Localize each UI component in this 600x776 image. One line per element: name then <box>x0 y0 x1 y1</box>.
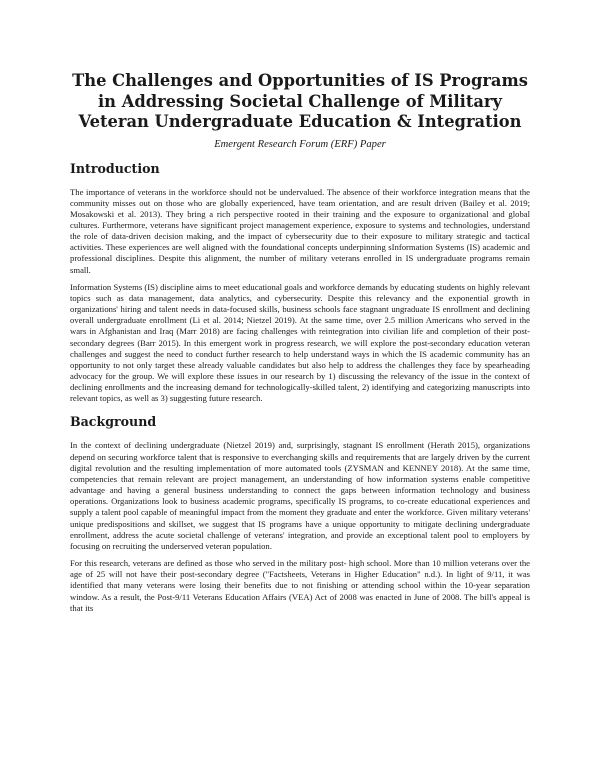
paper-subtitle: Emergent Research Forum (ERF) Paper <box>214 138 386 150</box>
introduction-heading: Introduction <box>70 160 160 176</box>
introduction-paragraph-2: Information Systems (IS) discipline aims to meet educational goals and workforce demands by educating students on highly relevant topics such as data management, data analytics, and cybersecurity. Despite this relevancy and the exponential growth in organizations' hiring and talent needs in data-focused skills, business schools face stagnant ungraduate IS enrollment and declining overall undergraduate enrollment (Li et al. 2014; Nietzel 2019). At the same time, over 2.5 million Americans who served in the wars in Afghanistan and Iraq (Marr 2018) are facing challenges with reintegration into civilian life and completion of their post-secondary degrees (Barr 2015). In this emergent work in progress research, we will explore the post-secondary education veteran challenges and suggest the need to conduct further research to help understand ways in which the IS academic community has an opportunity to not only target these already valuable candidates but also help to address the challenges they face by spearheading advocacy for the group. We will explore these issues in our research by 1) discussing the relevancy of the issue in the context of declining enrollments and the increasing demand for technologically-skilled talent, 2) identifying and categorizing manuscripts into relevant topics, as well as 3) suggesting future research. <box>70 281 530 404</box>
background-heading: Background <box>70 414 157 430</box>
background-paragraph-2: For this research, veterans are defined as those who served in the military post- high school. More than 10 million veterans over the age of 25 will not have their post-secondary degree ("Factsheets, Veterans in Higher Education" n.d.). In light of 9/11, it was identified that many veterans were losing their benefits due to not finishing or attending school within the 10-year separation window. As a result, the Post-9/11 Veterans Education Affairs (VEA) Act of 2008 was enacted in June of 2008. The bill's appeal is that its <box>70 558 530 613</box>
paper-content <box>70 71 530 614</box>
background-paragraph-1: In the context of declining undergraduate (Nietzel 2019) and, surprisingly, stagnant IS enrollment (Herath 2015), organizations depend on securing workforce talent that is responsive to everchanging skills and requirements that are largely driven by the current digital revolution and the resulting implementation of more automated tools (ZYSMAN and KENNEY 2018). At the same time, competencies that remain relevant are project management, an understanding of how information systems enable competitive advantage and having a general business understanding to connect the gaps between information technology and business operations. Organizations look to business academic programs, specifically IS programs, to co-create educational experiences and supply a talent pool capable of meaningful impact from the moment they graduate and enter the workforce. Given military veterans' unique predispositions and skillset, we suggest that IS programs have a unique opportunity to mitigate declining undergraduate enrollment, address the acute societal challenge of veterans' integration, and provide an exceptional talent pool to employers by focusing on recruiting the underserved veteran population. <box>70 440 530 551</box>
introduction-paragraph-1: The importance of veterans in the workforce should not be undervalued. The absence of their workforce integration means that the community misses out on those who are globally experienced, have team orientation, and are result driven (Bailey et al. 2019; Mosakowski et al. 2013). They bring a rich perspective rooted in their training and the exposure to organizational and global cultures. Furthermore, veterans have significant project management experience, exposure to systems and technologies, understand the role of data-driven decision making, and the impact of cybersecurity due to their exposure to military strategic and tactical activities. These experiences are well aligned with the foundational concepts underpinning sInformation Systems (IS) academic and professional disciplines. Despite this alignment, the number of military veterans enrolled in IS undergraduate programs remain small. <box>70 186 530 275</box>
paper-title: The Challenges and Opportunities of IS Programs in Addressing Societal Challenge of Military Veteran Undergraduate Education & Integration <box>72 71 528 131</box>
